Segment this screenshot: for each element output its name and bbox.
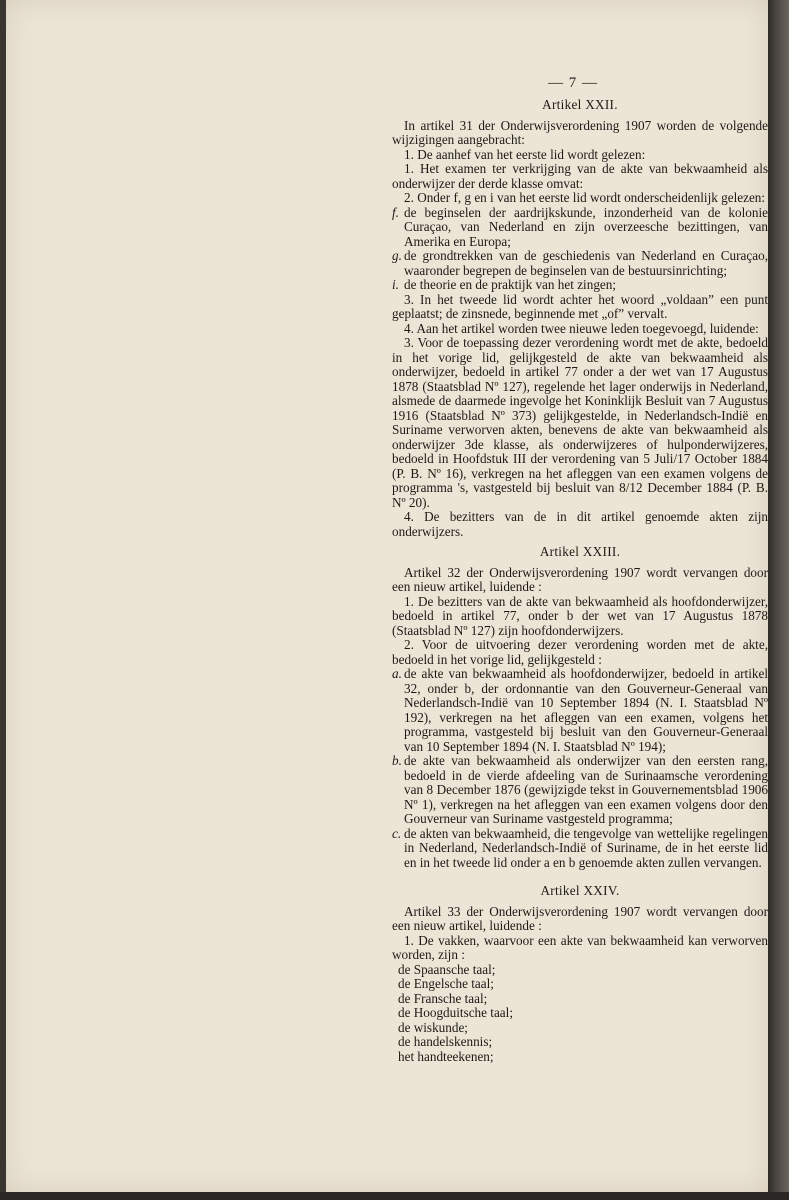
paragraph: 4. De bezitters van de in dit artikel genoemde akten zijn onderwijzers. (392, 509, 768, 539)
article-section (392, 545, 768, 870)
paragraph: 1. De vakken, waarvoor een akte van bekwaamheid kan verworven worden, zijn : (392, 932, 768, 962)
list-item: de Fransche taal; (398, 990, 488, 1006)
item-text: de theorie en de praktijk van het zingen; (404, 277, 617, 292)
item-marker: f. (392, 204, 399, 220)
scan-edge-right (768, 0, 789, 1200)
list-item (392, 249, 768, 278)
item-text: de akte van bekwaamheid als onderwijzer van den eersten rang, bedoeld in de vierde afdeeling van de Surinaamsche verordening van 8 December 1876 (gewijzigde tekst in Gouvernementsblad 1906 Nº 1), verkregen na het afleggen van een examen volgens door den Gouverneur van Suriname vastgesteld programma; (404, 753, 768, 826)
article-heading: Artikel XXIII. (539, 544, 621, 559)
paragraph: Artikel 32 der Onderwijsverordening 1907 wordt vervangen door een nieuw artikel, luidende : (392, 564, 768, 594)
paragraph: 3. Voor de toepassing dezer verordening wordt met de akte, bedoeld in het vorige lid, gelijkgesteld de akte van bekwaamheid als onderwijzer, bedoeld in artikel 77 onder a der wet van 17 Augustus 1878 (Staatsblad Nº 127), regelende het lager onderwijs in Nederland, alsmede de daarmede ingevolge het Koninklijk Besluit van 7 Augustus 1916 (Staatsblad Nº 373) gelijkgestelde, in Nederlandsch-Indië en Suriname verworven akten, benevens de akte van bekwaamheid als onderwijzer 3de klasse, als onderwijzeres of hulponderwijzeres, bedoeld in Hoofdstuk III der verordening van 5 Juli/17 October 1884 (P. B. Nº 16), verkregen na het afleggen van een examen volgens de programma 's, vastgesteld bij besluit van 8/12 December 1884 (P. B. Nº 20). (392, 335, 768, 510)
item-text: de akte van bekwaamheid als hoofdonderwijzer, bedoeld in artikel 32, onder b, der ordonnantie van den Gouverneur-Generaal van Nederlandsch-Indië van 10 September 1894 (N. I. Staatsblad Nº 192), verkregen na het afleggen van een examen, volgens het programma, vastgesteld bij besluit van den Gouverneur-Generaal van 10 September 1894 (N. I. Staatsblad Nº 194); (404, 666, 768, 754)
paragraph: 4. Aan het artikel worden twee nieuwe leden toegevoegd, luidende: (404, 320, 759, 336)
paragraph: Artikel 33 der Onderwijsverordening 1907 wordt vervangen door een nieuw artikel, luidende : (392, 903, 768, 933)
list-item: de Engelsche taal; (398, 976, 494, 991)
item-marker: a. (392, 666, 402, 681)
list-item: de handelskennis; (398, 1034, 493, 1049)
item-text: de grondtrekken van de geschiedenis van Nederland en Curaçao, waaronder begrepen de beginselen van de bestuursinrichting; (404, 248, 768, 278)
list-item: de Hoogduitsche taal; (398, 1005, 513, 1020)
paragraph: 1. De bezitters van de akte van bekwaamheid als hoofdonderwijzer, bedoeld in artikel 77, onder b der wet van 17 Augustus 1878 (Staatsblad Nº 127) zijn hoofdonderwijzers. (392, 593, 768, 638)
item-text: de beginselen der aardrijkskunde, inzonderheid van de kolonie Curaçao, van Nederland en zijn overzeesche bezittingen, van Amerika en Europa; (404, 204, 768, 249)
list-item (392, 206, 768, 250)
item-marker: i. (392, 277, 399, 292)
list-item: het handteekenen; (398, 1048, 494, 1064)
article-heading: Artikel XXIV. (540, 883, 620, 898)
article-section (392, 884, 768, 1064)
document-body (392, 68, 768, 1064)
page-number: — 7 — (548, 75, 598, 91)
list-item (392, 754, 768, 827)
list-item (392, 278, 768, 293)
list-item (392, 827, 768, 871)
article-heading: Artikel XXII. (542, 97, 618, 112)
paragraph: 3. In het tweede lid wordt achter het woord „voldaan” een punt geplaatst; de zinsnede, beginnende met „of” vervalt. (392, 291, 768, 321)
item-marker: g. (392, 248, 402, 263)
item-marker: c. (392, 825, 402, 841)
subject-list (398, 963, 768, 1065)
list-item: de wiskunde; (398, 1019, 468, 1035)
scan-edge-bottom (0, 1192, 789, 1200)
paragraph: 1. Het examen ter verkrijging van de akte van bekwaamheid als onderwijzer der derde klasse omvat: (392, 161, 768, 191)
list-item (392, 667, 768, 754)
paragraph: 2. Voor de uitvoering dezer verordening worden met de akte, bedoeld in het vorige lid, gelijkgesteld : (392, 637, 768, 667)
list-item: de Spaansche taal; (398, 961, 496, 977)
article-section (392, 98, 768, 539)
item-text: de akten van bekwaamheid, die tengevolge van wettelijke regelingen in Nederland, Nederlandsch-Indië of Suriname, de in het eerste lid en in het tweede lid onder a en b genoemde akten zullen vervangen. (404, 825, 768, 870)
paragraph: 1. De aanhef van het eerste lid wordt gelezen: (404, 146, 646, 162)
paragraph: In artikel 31 der Onderwijsverordening 1907 worden de volgende wijzigingen aangebracht: (392, 117, 768, 147)
item-marker: b. (392, 753, 402, 768)
paragraph: 2. Onder f, g en i van het eerste lid wordt onderscheidenlijk gelezen: (404, 190, 766, 205)
